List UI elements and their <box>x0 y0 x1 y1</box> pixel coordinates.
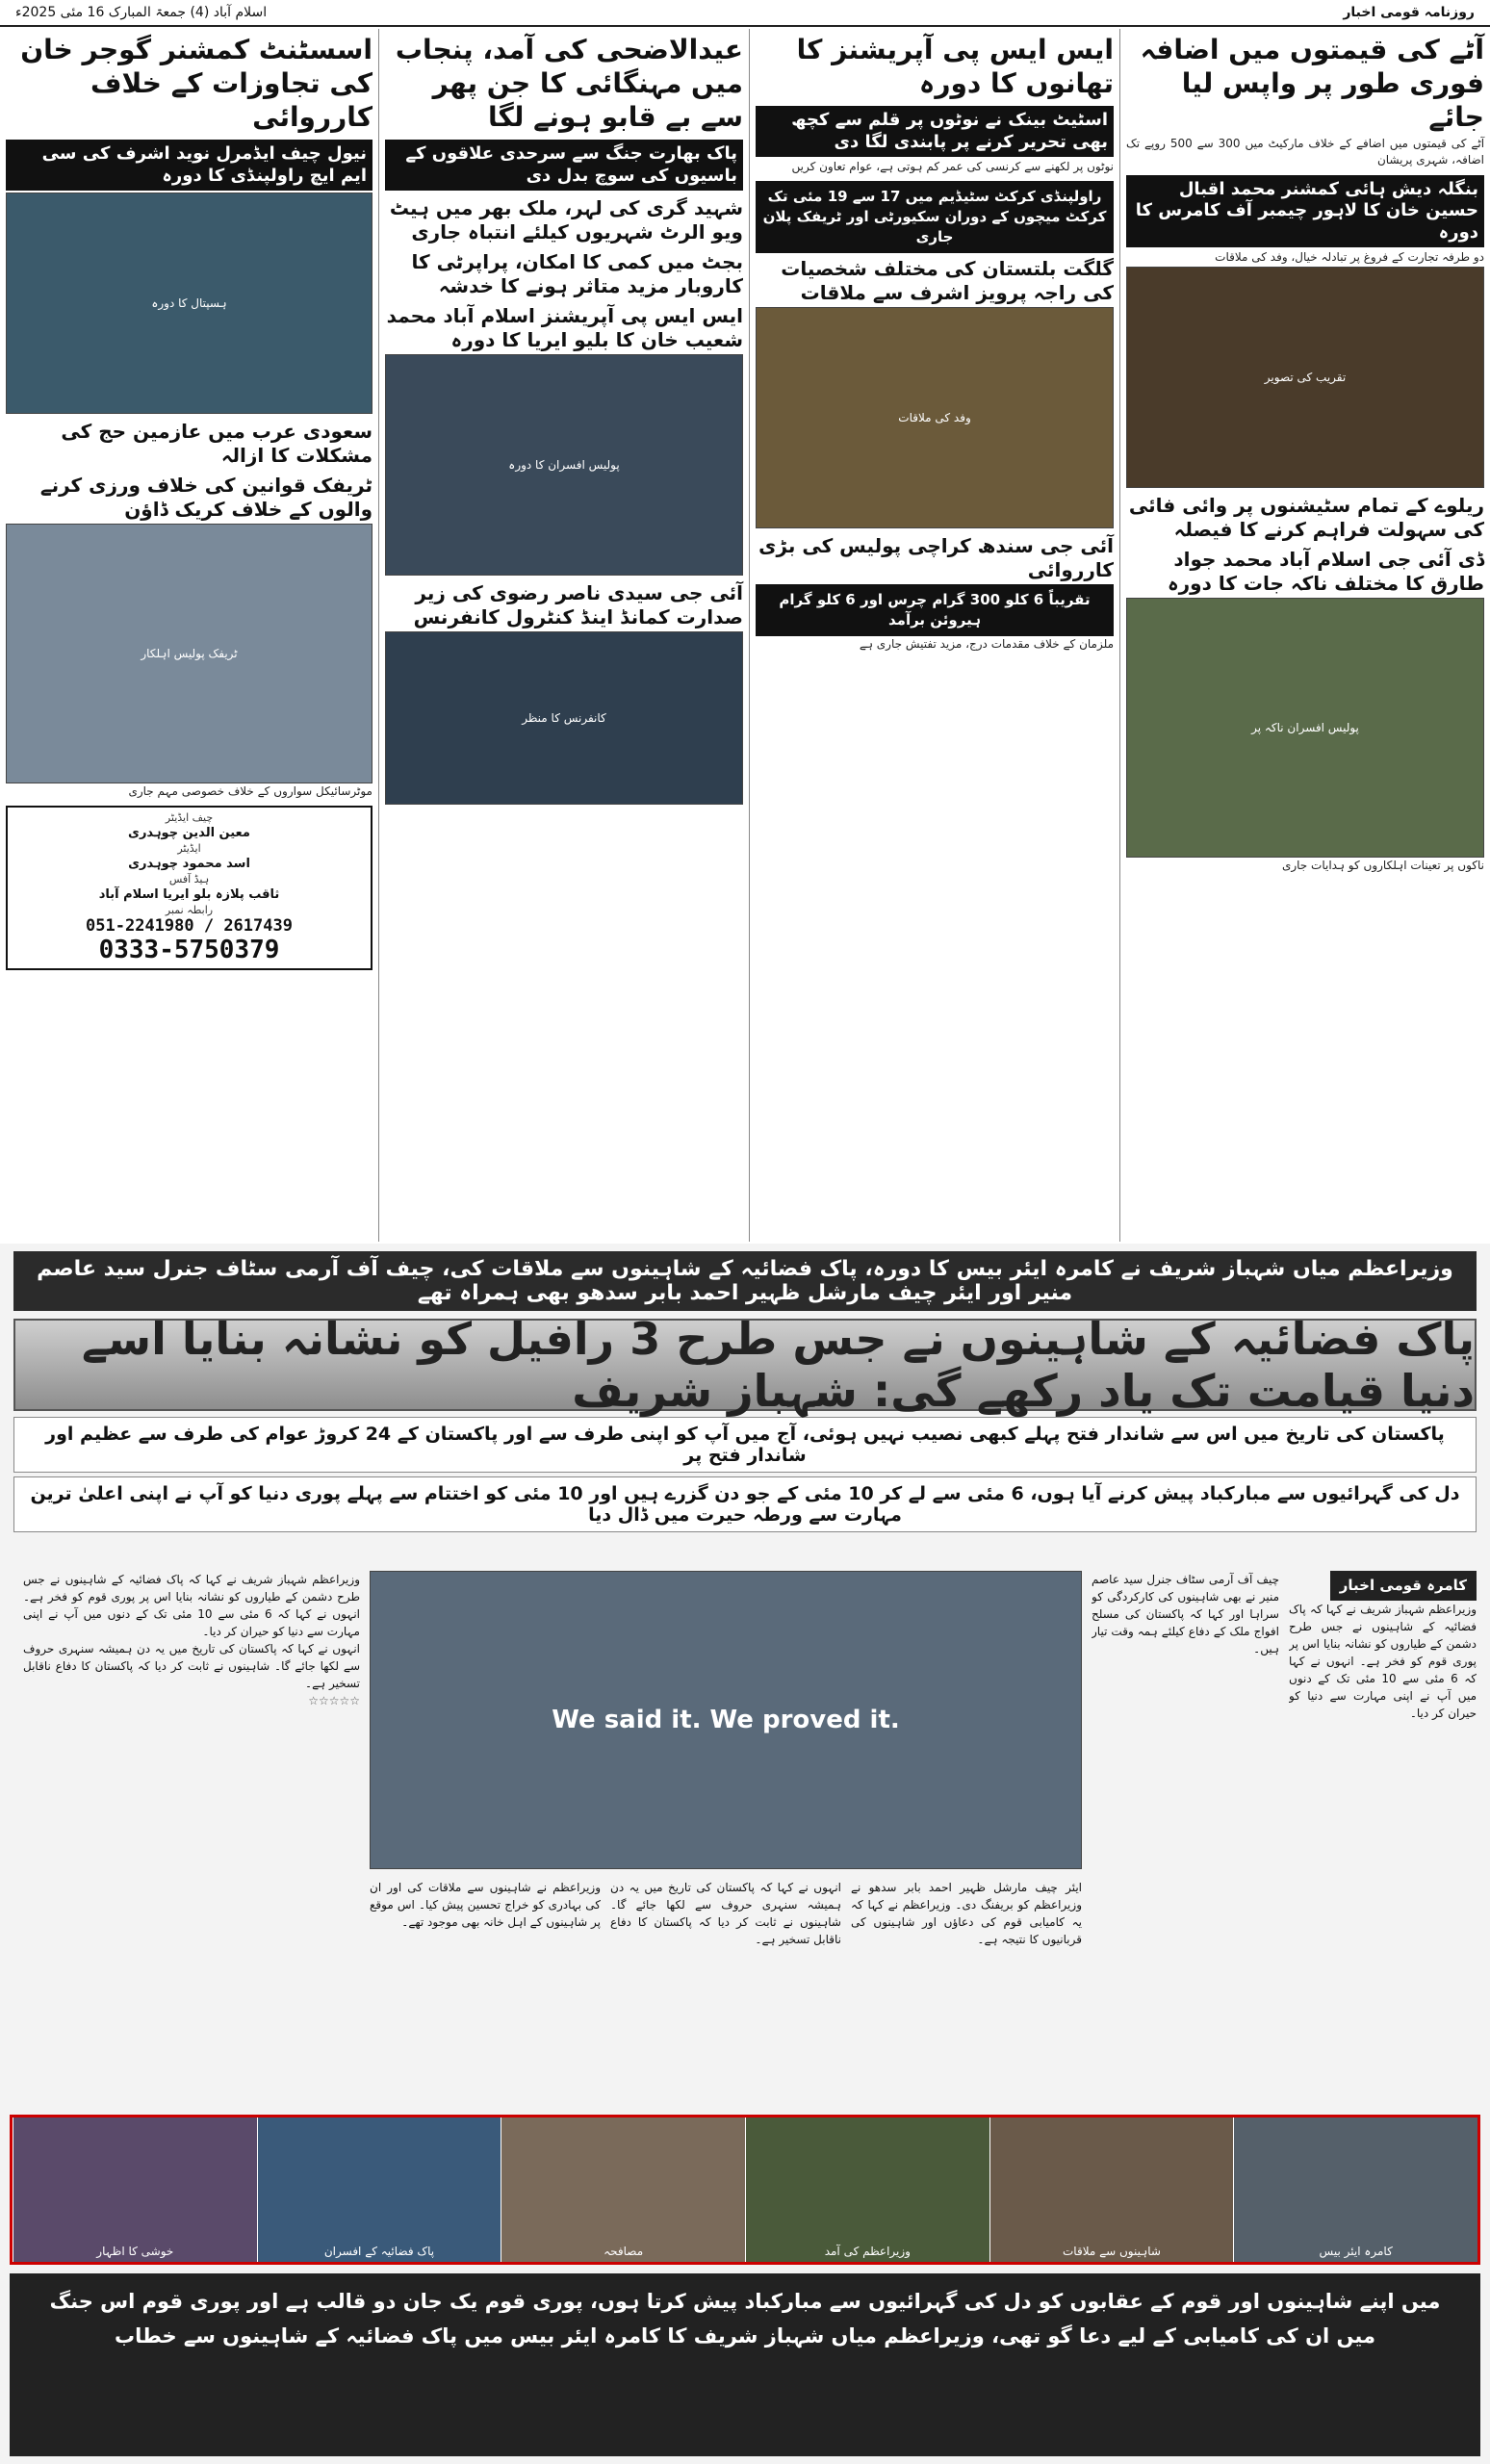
story-property <box>385 250 743 298</box>
story-conference-head: آئی جی سیدی ناصر رضوی کی زیر صدارت کمانڈ اینڈ کنٹرول کانفرنس <box>413 581 743 629</box>
imprint-name1: معین الدین چوہدری <box>128 826 250 841</box>
story-statebank <box>756 106 1114 175</box>
feature-col-4 <box>610 1879 841 2119</box>
karachi-box: تقریباً 6 کلو 300 گرام چرس اور 6 کلو گرام ہیروئن برآمد <box>756 584 1114 636</box>
story-ssp-head: ایس ایس پی آپریشنز اسلام آباد محمد شعیب خان کا بلیو ایریا کا دورہ <box>386 304 743 351</box>
photo-delegation <box>756 307 1114 528</box>
story-railway <box>1126 494 1484 542</box>
top-section <box>0 29 1490 1242</box>
imprint-title: چیف ایڈیٹر <box>165 811 214 825</box>
photo-checkpoint-caption: پولیس افسران ناکہ پر <box>1251 720 1359 734</box>
gallery-photo-1: کامرہ ایئر بیس <box>1233 2118 1477 2262</box>
feature-col-5-text: وزیراعظم نے شاہینوں سے ملاقات کی اور ان کی بہادری کو خراج تحسین پیش کیا۔ اس موقع پر شاہینوں کے اہل خانہ بھی موجود تھے۔ <box>370 1881 601 1929</box>
story-naval-head: نیول چیف ایڈمرل نوید اشرف کی سی ایم ایچ راولپنڈی کا دورہ <box>6 140 372 191</box>
photo-gallery <box>10 2115 1480 2265</box>
lead-headline: آٹے کی قیمتوں میں اضافہ فوری طور پر واپس لیا جائے <box>1140 34 1484 133</box>
feature-col-1 <box>1289 1571 1477 2119</box>
story-hajj-head: سعودی عرب میں عازمین حج کی مشکلات کا ازالہ <box>61 420 372 467</box>
feature-section <box>0 1244 1490 2464</box>
story-sp-head: ایس ایس پی آپریشنز کا تھانوں کا دورہ <box>796 34 1114 99</box>
story-traffic-text: موٹرسائیکل سواروں کے خلاف خصوصی مہم جاری <box>128 784 372 798</box>
photo-hospital <box>6 192 372 414</box>
column-3 <box>378 29 749 1242</box>
gallery-photo-5: پاک فضائیہ کے افسران <box>257 2118 501 2262</box>
story-ac <box>6 33 372 134</box>
feature-col-6 <box>23 1571 360 2119</box>
imprint-phone1: 051-2241980 / 2617439 <box>86 916 293 937</box>
feature-col-1-text: وزیراعظم شہباز شریف نے کہا کہ پاک فضائیہ کے شاہینوں نے جس طرح دشمن کے طیاروں کو نشانہ بنایا اس پر پوری قوم کو فخر ہے۔ انہوں نے کہا کہ 6 مئی سے 10 مئی تک کے دنوں میں آپ نے اپنی مہارت سے دنیا کو حیران کر دیا۔ <box>1289 1602 1477 1720</box>
feature-tag: کامرہ قومی اخبار <box>1330 1571 1477 1601</box>
story-hajj <box>6 420 372 468</box>
feature-stars: ☆☆☆☆☆ <box>308 1694 360 1707</box>
feature-col-6-text-b: انہوں نے کہا کہ پاکستان کی تاریخ میں یہ دن ہمیشہ سنہری حروف سے لکھا جائے گا۔ شاہینوں نے ثابت کر دیا کہ پاکستان کا دفاع ناقابل تسخیر ہے۔ <box>23 1642 360 1690</box>
story-railway-head: ریلوے کے تمام سٹیشنوں پر وائی فائی کی سہولت فراہم کرنے کا فیصلہ <box>1128 493 1484 541</box>
gallery-photo-3: وزیراعظم کی آمد <box>745 2118 989 2262</box>
imprint-editor-label: ایڈیٹر <box>177 842 201 856</box>
lead-text: آٹے کی قیمتوں میں اضافے کے خلاف مارکیٹ میں 300 سے 500 روپے تک اضافہ، شہری پریشان <box>1126 137 1485 167</box>
feature-photo-caption: We said it. We proved it. <box>552 1706 900 1734</box>
story-karachi-text: ملزمان کے خلاف مقدمات درج، مزید تفتیش جاری ہے <box>859 637 1114 652</box>
photo-traffic <box>6 524 372 783</box>
story-conference <box>385 581 743 805</box>
story-bangladesh-text: دو طرفہ تجارت کے فروغ پر تبادلہ خیال، وفد کی ملاقات <box>1215 250 1484 265</box>
photo-checkpoint <box>1126 598 1484 858</box>
photo-police-visit <box>385 354 743 576</box>
story-karachi-head: آئی جی سندھ کراچی پولیس کی بڑی کارروائی <box>758 534 1114 582</box>
photo-hospital-caption: ہسپتال کا دورہ <box>151 296 227 310</box>
story-naval <box>6 140 372 414</box>
feature-banner: پاک فضائیہ کے شاہینوں نے جس طرح 3 رافیل کو نشانہ بنایا اسے دنیا قیامت تک یاد رکھے گی: شہباز شریف <box>13 1319 1477 1411</box>
gallery-photo-4: مصافحہ <box>501 2118 745 2262</box>
story-karachi <box>756 534 1114 653</box>
story-eid <box>385 33 743 134</box>
feature-col-4-text: انہوں نے کہا کہ پاکستان کی تاریخ میں یہ دن ہمیشہ سنہری حروف سے لکھا جائے گا۔ شاہینوں نے ثابت کر دیا کہ پاکستان کا دفاع ناقابل تسخیر ہے۔ <box>610 1881 841 1946</box>
photo-conference-caption: کانفرنس کا منظر <box>522 711 606 725</box>
story-dig-text: ناکوں پر تعینات اہلکاروں کو ہدایات جاری <box>1281 858 1484 872</box>
column-2 <box>749 29 1119 1242</box>
feature-bottom-quote: میں اپنے شاہینوں اور قوم کے عقابوں کو دل کی گہرائیوں سے مبارکباد پیش کرتا ہوں، پوری قوم یک جان دو قالب ہے اور پوری قوم اس جنگ میں ان کی کامیابی کے لیے دعا گو تھی، وزیراعظم میاں شہباز شریف کا کامرہ ایئر بیس میں پاک فضائیہ کے شاہینوں سے خطاب <box>10 2273 1480 2456</box>
gallery-photo-6: خوشی کا اظہار <box>13 2118 257 2262</box>
feature-columns <box>13 1571 1477 2119</box>
photo-conference <box>385 631 743 805</box>
story-dig-head: ڈی آئی جی اسلام آباد محمد جواد طارق کا مختلف ناکہ جات کا دورہ <box>1167 547 1484 595</box>
lead-story <box>1126 33 1484 169</box>
paper-name: روزنامہ قومی اخبار <box>1343 5 1475 20</box>
cricket-box: راولپنڈی کرکٹ سٹیڈیم میں 17 سے 19 مئی تک کرکٹ میچوں کے دوران سکیورٹی اور ٹریفک پلان جاری <box>756 181 1114 253</box>
story-border <box>385 140 743 191</box>
story-statebank-text: نوٹوں پر لکھنے سے کرنسی کی عمر کم ہوتی ہے، عوام تعاون کریں <box>791 160 1114 173</box>
feature-col-3 <box>851 1879 1082 2119</box>
story-ac-head: اسسٹنٹ کمشنر گوجر خان کی تجاوزات کے خلاف کارروائی <box>20 34 372 133</box>
story-sp <box>756 33 1114 100</box>
story-gb <box>756 257 1114 528</box>
imprint-contact-label: رابطہ نمبر <box>165 904 214 917</box>
dateline: اسلام آباد (4) جمعۃ المبارک 16 مئی 2025ء <box>15 5 268 20</box>
feature-photo <box>370 1571 1082 1869</box>
story-gb-head: گلگت بلتستان کی مختلف شخصیات کی راجہ پرویز اشرف سے ملاقات <box>781 257 1114 305</box>
story-traffic <box>6 474 372 800</box>
story-statebank-head: اسٹیٹ بینک نے نوٹوں پر قلم سے کچھ بھی تحریر کرنے پر پابندی لگا دی <box>756 106 1114 157</box>
story-border-head: پاک بھارت جنگ سے سرحدی علاقوں کے باسیوں کی سوچ بدل دی <box>385 140 743 191</box>
story-eid-head: عیدالاضحی کی آمد، پنجاب میں مہنگائی کا جن پھر سے بے قابو ہونے لگا <box>395 34 743 133</box>
story-ssp <box>385 304 743 576</box>
story-property-head: بجٹ میں کمی کا امکان، پراپرٹی کا کاروبار مزید متاثر ہونے کا خدشہ <box>411 250 743 297</box>
imprint-office-label: ہیڈ آفس <box>168 873 210 886</box>
feature-col-6-text: وزیراعظم شہباز شریف نے کہا کہ پاک فضائیہ کے شاہینوں نے جس طرح دشمن کے طیاروں کو نشانہ بنایا اس پر پوری قوم کو فخر ہے۔ انہوں نے کہا کہ 6 مئی سے 10 مئی تک کے دنوں میں آپ نے اپنی مہارت سے دنیا کو حیران کر دیا۔ <box>23 1573 360 1638</box>
feature-col-5 <box>370 1879 601 2119</box>
imprint-box <box>6 806 372 970</box>
photo-traffic-caption: ٹریفک پولیس اہلکار <box>141 647 238 660</box>
photo-ceremony <box>1126 267 1484 488</box>
feature-sub2: دل کی گہرائیوں سے مبارکباد پیش کرنے آیا ہوں، 6 مئی سے لے کر 10 مئی کے جو دن گزرے ہیں اور 10 مئی کو اختتام سے پہلے پوری دنیا کو آپ نے اپنی اعلیٰ ترین مہارت سے ورطہ حیرت میں ڈال دیا <box>13 1476 1477 1532</box>
column-1 <box>1119 29 1490 1242</box>
masthead <box>0 0 1490 27</box>
photo-police-visit-caption: پولیس افسران کا دورہ <box>508 458 620 472</box>
gallery-photo-2: شاہینوں سے ملاقات <box>989 2118 1234 2262</box>
imprint-name2: اسد محمود چوہدری <box>128 857 250 872</box>
photo-delegation-caption: وفد کی ملاقات <box>898 411 971 425</box>
story-bangladesh <box>1126 175 1484 488</box>
feature-col-2-text: چیف آف آرمی سٹاف جنرل سید عاصم منیر نے بھی شاہینوں کی کارکردگی کو سراہا اور کہا کہ پاکستان کی مسلح افواج ملک کے دفاع کیلئے ہمہ وقت تیار ہیں۔ <box>1092 1573 1279 1656</box>
story-heatwave-head: شہید گری کی لہر، ملک بھر میں ہیٹ ویو الرٹ شہریوں کیلئے انتباہ جاری <box>389 196 743 244</box>
story-heatwave <box>385 196 743 244</box>
imprint-office: ثاقب پلازہ بلو ایریا اسلام آباد <box>98 887 280 903</box>
imprint-phone2: 0333-5750379 <box>98 936 280 965</box>
story-dig <box>1126 548 1484 874</box>
feature-sub1: پاکستان کی تاریخ میں اس سے شاندار فتح پہلے کبھی نصیب نہیں ہوئی، آج میں آپ کو اپنی طرف سے اور پاکستان کے 24 کروڑ عوام کی طرف سے عظیم اور شاندار فتح پر <box>13 1417 1477 1473</box>
feature-head: وزیراعظم میاں شہباز شریف نے کامرہ ایئر بیس کا دورہ، پاک فضائیہ کے شاہینوں سے ملاقات کی، چیف آف آرمی سٹاف جنرل سید عاصم منیر اور ایئر چیف مارشل ظہیر احمد بابر سدھو بھی ہمراہ تھے <box>13 1251 1477 1311</box>
story-bangladesh-head: بنگلہ دیش ہائی کمشنر محمد اقبال حسین خان کا لاہور چیمبر آف کامرس کا دورہ <box>1126 175 1484 248</box>
feature-col-2 <box>1092 1571 1279 2119</box>
feature-col-3-text: ایئر چیف مارشل ظہیر احمد بابر سدھو نے وزیراعظم کو بریفنگ دی۔ وزیراعظم نے کہا کہ یہ کامیابی قوم کی دعاؤں اور شاہینوں کی قربانیوں کا نتیجہ ہے۔ <box>851 1881 1082 1946</box>
column-4 <box>0 29 378 1242</box>
story-traffic-head: ٹریفک قوانین کی خلاف ورزی کرنے والوں کے خلاف کریک ڈاؤن <box>39 474 372 521</box>
photo-ceremony-caption: تقریب کی تصویر <box>1264 370 1347 384</box>
